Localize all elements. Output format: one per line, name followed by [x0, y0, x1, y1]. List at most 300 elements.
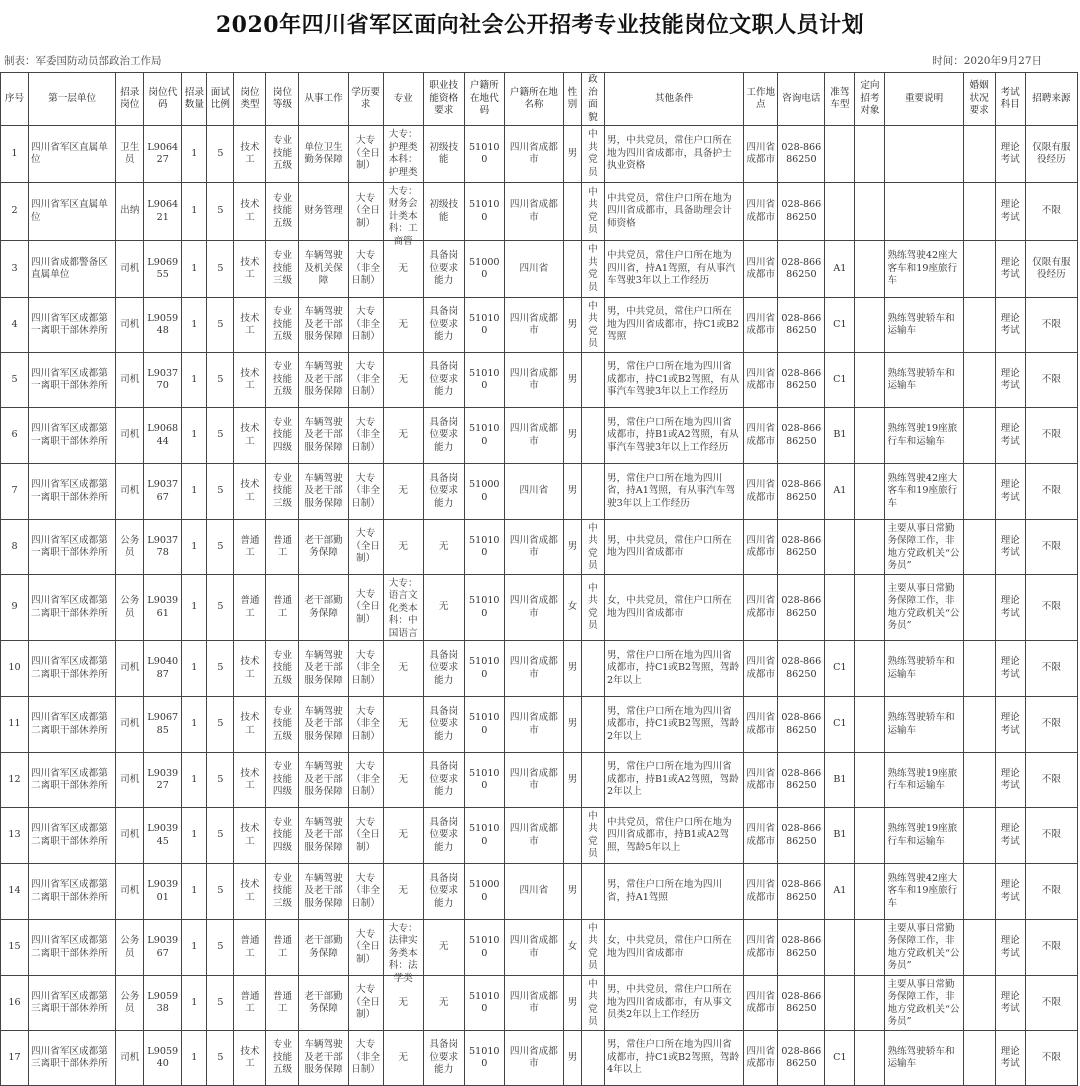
cell-position-code: [144, 976, 182, 1031]
cell-phone: [778, 183, 825, 241]
license-type-text: B1: [833, 829, 847, 841]
cell-hukou-code: [464, 920, 504, 976]
cell-duty: [299, 183, 348, 241]
table-row: [1, 241, 1078, 298]
cell-work-location: [744, 298, 778, 353]
education-text: 大专（全日制）: [351, 135, 380, 172]
phone-text: 028-86686250: [781, 534, 822, 558]
political-status-text: 中共党员: [588, 300, 598, 349]
cell-quota: [182, 575, 207, 641]
skill-requirement-text: 具备岗位要求能力: [429, 816, 459, 853]
cell-hukou-code: [464, 183, 504, 241]
cell-major: [383, 126, 423, 183]
recruit-source-text: 不限: [1041, 885, 1061, 897]
cell-quota: [182, 864, 207, 920]
education-text: 大专（非全日制）: [351, 649, 380, 686]
cell-duty: [299, 641, 348, 697]
cell-phone: [778, 298, 825, 353]
position-text: 司机: [120, 718, 140, 730]
cell-quota: [182, 520, 207, 575]
cell-hukou-code: [464, 808, 504, 864]
hukou-code-text: 510000: [469, 879, 500, 903]
quota-text: 1: [191, 205, 198, 217]
hukou-name-text: 四川省成都市: [509, 141, 558, 165]
cell-political-status: [581, 575, 604, 641]
cell-work-location: [744, 353, 778, 408]
cell-license-type: [825, 864, 855, 920]
work-location-text: 四川省成都市: [746, 823, 776, 847]
cell-political-status: [581, 298, 604, 353]
cell-interview-ratio: [207, 298, 234, 353]
cell-gender: [563, 575, 581, 641]
quota-text: 1: [191, 941, 198, 953]
cell-position-type: [234, 920, 266, 976]
recruit-source-text: 不限: [1041, 996, 1061, 1008]
skill-requirement-text: 具备岗位要求能力: [429, 761, 459, 798]
cell-other-conditions: [604, 641, 743, 697]
cell-position-type: [234, 641, 266, 697]
cell-interview-ratio: [207, 241, 234, 298]
cell-quota: [182, 241, 207, 298]
position-type-text: 技术工: [240, 479, 260, 503]
cell-hukou-name: [504, 753, 563, 808]
header-unit: 第一层单位: [29, 73, 116, 126]
duty-text: 老干部勤务保障: [304, 990, 343, 1014]
phone-text: 028-86686250: [781, 256, 822, 280]
other-conditions-text: 女，中共党员，常住户口所在地为四川省成都市: [606, 935, 732, 959]
cell-gender: [563, 641, 581, 697]
index-text: 17: [8, 1051, 21, 1063]
position-level-text: 专业技能五级: [272, 1039, 293, 1076]
position-level-text: 专业技能五级: [272, 135, 293, 172]
cell-position-type: [234, 464, 266, 520]
cell-hukou-code: [464, 575, 504, 641]
cell-position-code: [144, 808, 182, 864]
cell-unit: [29, 808, 116, 864]
cell-recruit-source: [1025, 753, 1077, 808]
hukou-name-text: 四川省成都市: [509, 595, 558, 619]
cell-major: [383, 298, 423, 353]
cell-education: [348, 520, 383, 575]
position-type-text: 普通工: [240, 595, 260, 619]
work-location-text: 四川省成都市: [746, 479, 776, 503]
cell-position-type: [234, 183, 266, 241]
important-notes-text: 熟练驾驶轿车和运输车: [887, 1045, 955, 1069]
hukou-code-text: 510100: [469, 199, 500, 223]
important-notes-text: 熟练驾驶42座大客车和19座旅行车: [887, 872, 958, 909]
cell-hukou-name: [504, 126, 563, 183]
cell-duty: [299, 575, 348, 641]
other-conditions-text: 男，中共党员，常住户口所在地为四川省成都市，持C1或B2驾照: [606, 306, 740, 343]
cell-phone: [778, 464, 825, 520]
cell-other-conditions: [604, 353, 743, 408]
hukou-name-text: 四川省成都市: [509, 367, 558, 391]
position-level-text: 专业技能四级: [272, 761, 293, 798]
other-conditions-text: 男，中共党员，常住户口所在地为四川省成都市: [606, 534, 732, 558]
cell-targeted-group: [855, 697, 885, 753]
phone-text: 028-86686250: [781, 879, 822, 903]
cell-duty: [299, 976, 348, 1031]
cell-position-level: [266, 641, 299, 697]
major-text: 大专：护理类本科：护理类: [388, 129, 418, 178]
quota-text: 1: [191, 662, 198, 674]
skill-requirement-text: 具备岗位要求能力: [429, 250, 459, 287]
cell-hukou-name: [504, 575, 563, 641]
position-text: 卫生员: [120, 141, 140, 165]
cell-gender: [563, 920, 581, 976]
gender-text: 男: [567, 885, 578, 897]
major-text: 大专：财务会计类本科：工商管: [388, 185, 418, 247]
important-notes-text: 熟练驾驶42座大客车和19座旅行车: [887, 472, 958, 509]
hukou-name-text: 四川省成都市: [509, 935, 558, 959]
position-type-text: 技术工: [240, 367, 260, 391]
work-location-text: 四川省成都市: [746, 656, 776, 680]
cell-position-level: [266, 808, 299, 864]
header-quota: 招录数量: [182, 73, 207, 126]
cell-phone: [778, 575, 825, 641]
cell-index: [1, 241, 29, 298]
cell-recruit-source: [1025, 641, 1077, 697]
cell-license-type: [825, 808, 855, 864]
table-header-row: [1, 73, 1078, 126]
interview-ratio-text: 5: [217, 829, 224, 841]
cell-education: [348, 408, 383, 464]
exam-subject-text: 理论考试: [1000, 879, 1020, 903]
cell-index: [1, 408, 29, 464]
major-text: 无: [398, 662, 408, 674]
cell-quota: [182, 920, 207, 976]
cell-unit: [29, 408, 116, 464]
major-text: 无: [398, 318, 408, 330]
cell-phone: [778, 697, 825, 753]
skill-requirement-text: 无: [438, 941, 449, 953]
cell-major: [383, 464, 423, 520]
hukou-code-text: 510100: [469, 712, 500, 736]
cell-position: [116, 408, 144, 464]
cell-exam-subject: [995, 641, 1025, 697]
hukou-name-text: 四川省成都市: [509, 656, 558, 680]
position-level-text: 专业技能四级: [272, 816, 293, 853]
education-text: 大专（全日制）: [351, 588, 380, 625]
gender-text: 男: [567, 996, 578, 1008]
cell-work-location: [744, 126, 778, 183]
position-level-text: 普通工: [272, 935, 293, 959]
position-type-text: 技术工: [240, 199, 260, 223]
hukou-code-text: 510100: [469, 312, 500, 336]
cell-recruit-source: [1025, 464, 1077, 520]
cell-hukou-code: [464, 641, 504, 697]
cell-license-type: [825, 241, 855, 298]
cell-unit: [29, 353, 116, 408]
important-notes-text: 主要从事日常勤务保障工作，非地方党政机关“公务员”: [887, 522, 960, 571]
interview-ratio-text: 5: [217, 373, 224, 385]
other-conditions-text: 男，常住户口所在地为四川省，持A1驾照: [606, 879, 723, 903]
duty-text: 车辆驾驶及老干部服务保障: [304, 872, 343, 909]
cell-hukou-name: [504, 641, 563, 697]
cell-index: [1, 353, 29, 408]
cell-exam-subject: [995, 920, 1025, 976]
interview-ratio-text: 5: [217, 540, 224, 552]
position-level-text: 专业技能五级: [272, 361, 293, 398]
phone-text: 028-86686250: [781, 423, 822, 447]
cell-phone: [778, 976, 825, 1031]
cell-exam-subject: [995, 520, 1025, 575]
work-location-text: 四川省成都市: [746, 935, 776, 959]
header-other-conditions: 其他条件: [604, 73, 743, 126]
unit-text: 四川省军区成都第一离职干部休养所: [31, 534, 108, 558]
cell-skill-requirement: [423, 575, 464, 641]
index-text: 11: [8, 718, 21, 730]
duty-text: 车辆驾驶及机关保障: [304, 250, 343, 287]
education-text: 大专（全日制）: [351, 928, 380, 965]
quota-text: 1: [191, 485, 198, 497]
position-code-text: L903927: [147, 767, 179, 791]
cell-gender: [563, 808, 581, 864]
cell-recruit-source: [1025, 408, 1077, 464]
other-conditions-text: 男，常住户口所在地为四川省成都市，持C1或B2驾照，有从事汽车驾驶3年以上工作经历: [606, 361, 740, 398]
cell-hukou-code: [464, 408, 504, 464]
cell-skill-requirement: [423, 864, 464, 920]
cell-targeted-group: [855, 1031, 885, 1086]
table-maker: 制表：军委国防动员部政治工作局: [4, 55, 162, 67]
unit-text: 四川省军区成都第一离职干部休养所: [31, 367, 108, 391]
cell-position-type: [234, 575, 266, 641]
other-conditions-text: 男，常住户口所在地为四川省成都市，持C1或B2驾照，驾龄4年以上: [606, 1039, 740, 1076]
cell-major: [383, 864, 423, 920]
position-code-text: L905940: [147, 1045, 179, 1069]
cell-position-type: [234, 697, 266, 753]
cell-position-type: [234, 1031, 266, 1086]
cell-exam-subject: [995, 408, 1025, 464]
cell-position-level: [266, 464, 299, 520]
position-type-text: 普通工: [240, 935, 260, 959]
phone-text: 028-86686250: [781, 1045, 822, 1069]
cell-quota: [182, 753, 207, 808]
phone-text: 028-86686250: [781, 312, 822, 336]
cell-political-status: [581, 464, 604, 520]
cell-marital-status: [963, 520, 995, 575]
cell-targeted-group: [855, 241, 885, 298]
cell-work-location: [744, 183, 778, 241]
cell-hukou-code: [464, 976, 504, 1031]
exam-subject-text: 理论考试: [1000, 479, 1020, 503]
cell-gender: [563, 241, 581, 298]
cell-position-level: [266, 920, 299, 976]
interview-ratio-text: 5: [217, 205, 224, 217]
quota-text: 1: [191, 996, 198, 1008]
unit-text: 四川省军区成都第二离职干部休养所: [31, 879, 108, 903]
cell-marital-status: [963, 920, 995, 976]
hukou-name-text: 四川省成都市: [509, 199, 558, 223]
cell-phone: [778, 864, 825, 920]
recruit-source-text: 不限: [1041, 373, 1061, 385]
cell-exam-subject: [995, 575, 1025, 641]
cell-quota: [182, 298, 207, 353]
cell-position-code: [144, 641, 182, 697]
table-row: [1, 353, 1078, 408]
duty-text: 车辆驾驶及老干部服务保障: [304, 761, 343, 798]
hukou-name-text: 四川省成都市: [509, 712, 558, 736]
work-location-text: 四川省成都市: [746, 879, 776, 903]
other-conditions-text: 男，中共党员，常住户口所在地为四川省成都市，具备护士执业资格: [606, 135, 732, 172]
interview-ratio-text: 5: [217, 262, 224, 274]
table-row: [1, 464, 1078, 520]
recruit-source-text: 不限: [1041, 773, 1061, 785]
cell-important-notes: [885, 808, 963, 864]
cell-index: [1, 575, 29, 641]
duty-text: 车辆驾驶及老干部服务保障: [304, 472, 343, 509]
political-status-text: 中共党员: [588, 244, 598, 293]
cell-interview-ratio: [207, 753, 234, 808]
cell-gender: [563, 697, 581, 753]
position-level-text: 专业技能三级: [272, 472, 293, 509]
position-code-text: L903961: [147, 595, 179, 619]
unit-text: 四川省军区成都第二离职干部休养所: [31, 823, 108, 847]
cell-targeted-group: [855, 753, 885, 808]
cell-duty: [299, 1031, 348, 1086]
cell-position-level: [266, 353, 299, 408]
political-status-text: 中共党员: [588, 978, 598, 1027]
major-text: 无: [398, 485, 408, 497]
header-position-level: 岗位等级: [266, 73, 299, 126]
work-location-text: 四川省成都市: [746, 367, 776, 391]
cell-education: [348, 126, 383, 183]
cell-duty: [299, 753, 348, 808]
cell-important-notes: [885, 520, 963, 575]
cell-position-code: [144, 753, 182, 808]
hukou-code-text: 510000: [469, 479, 500, 503]
cell-education: [348, 183, 383, 241]
cell-interview-ratio: [207, 575, 234, 641]
phone-text: 028-86686250: [781, 595, 822, 619]
cell-work-location: [744, 976, 778, 1031]
cell-quota: [182, 126, 207, 183]
cell-position-level: [266, 183, 299, 241]
cell-phone: [778, 408, 825, 464]
cell-position-level: [266, 298, 299, 353]
cell-position-code: [144, 353, 182, 408]
cell-education: [348, 920, 383, 976]
skill-requirement-text: 初级技能: [429, 199, 459, 223]
cell-license-type: [825, 408, 855, 464]
index-text: 2: [11, 205, 18, 217]
position-code-text: L906421: [147, 199, 179, 223]
education-text: 大专（非全日制）: [351, 416, 380, 453]
recruit-source-text: 不限: [1041, 662, 1061, 674]
cell-recruit-source: [1025, 1031, 1077, 1086]
table-row: [1, 920, 1078, 976]
cell-interview-ratio: [207, 520, 234, 575]
cell-interview-ratio: [207, 976, 234, 1031]
cell-marital-status: [963, 241, 995, 298]
cell-marital-status: [963, 298, 995, 353]
skill-requirement-text: 具备岗位要求能力: [429, 1039, 459, 1076]
skill-requirement-text: 无: [438, 601, 449, 613]
cell-marital-status: [963, 575, 995, 641]
cell-exam-subject: [995, 753, 1025, 808]
cell-duty: [299, 808, 348, 864]
cell-political-status: [581, 808, 604, 864]
hukou-name-text: 四川省成都市: [509, 534, 558, 558]
duty-text: 车辆驾驶及老干部服务保障: [304, 306, 343, 343]
major-text: 大专：语言文化类本科：中国语言: [388, 577, 418, 639]
cell-position-level: [266, 126, 299, 183]
cell-hukou-code: [464, 864, 504, 920]
header-position: 招录岗位: [116, 73, 144, 126]
cell-important-notes: [885, 183, 963, 241]
interview-ratio-text: 5: [217, 941, 224, 953]
work-location-text: 四川省成都市: [746, 595, 776, 619]
position-type-text: 技术工: [240, 256, 260, 280]
license-type-text: C1: [833, 373, 847, 385]
cell-unit: [29, 697, 116, 753]
cell-position-code: [144, 183, 182, 241]
cell-position: [116, 976, 144, 1031]
cell-recruit-source: [1025, 976, 1077, 1031]
table-row: [1, 808, 1078, 864]
political-status-text: 中共党员: [588, 522, 598, 571]
cell-exam-subject: [995, 808, 1025, 864]
exam-subject-text: 理论考试: [1000, 1045, 1020, 1069]
header-political-status: 政治面貌: [581, 73, 604, 126]
position-code-text: L905948: [147, 312, 179, 336]
position-type-text: 技术工: [240, 141, 260, 165]
interview-ratio-text: 5: [217, 429, 224, 441]
cell-important-notes: [885, 753, 963, 808]
header-interview-ratio: 面试比例: [207, 73, 234, 126]
cell-index: [1, 464, 29, 520]
cell-hukou-name: [504, 353, 563, 408]
duty-text: 车辆驾驶及老干部服务保障: [304, 816, 343, 853]
exam-subject-text: 理论考试: [1000, 367, 1020, 391]
unit-text: 四川省成都警备区直属单位: [31, 256, 108, 280]
exam-subject-text: 理论考试: [1000, 712, 1020, 736]
index-text: 15: [8, 941, 21, 953]
cell-unit: [29, 641, 116, 697]
cell-position: [116, 920, 144, 976]
cell-other-conditions: [604, 920, 743, 976]
position-code-text: L906844: [147, 423, 179, 447]
table-row: [1, 976, 1078, 1031]
interview-ratio-text: 5: [217, 318, 224, 330]
skill-requirement-text: 无: [438, 540, 449, 552]
cell-education: [348, 353, 383, 408]
cell-skill-requirement: [423, 641, 464, 697]
cell-hukou-code: [464, 753, 504, 808]
cell-hukou-code: [464, 298, 504, 353]
phone-text: 028-86686250: [781, 990, 822, 1014]
cell-other-conditions: [604, 298, 743, 353]
interview-ratio-text: 5: [217, 147, 224, 159]
cell-unit: [29, 920, 116, 976]
header-exam-subject: 考试科目: [995, 73, 1025, 126]
index-text: 5: [11, 373, 18, 385]
table-row: [1, 697, 1078, 753]
license-type-text: C1: [833, 1051, 847, 1063]
license-type-text: C1: [833, 662, 847, 674]
cell-position-level: [266, 976, 299, 1031]
cell-position: [116, 241, 144, 298]
cell-hukou-code: [464, 126, 504, 183]
work-location-text: 四川省成都市: [746, 256, 776, 280]
license-type-text: B1: [833, 773, 847, 785]
phone-text: 028-86686250: [781, 479, 822, 503]
gender-text: 男: [567, 373, 578, 385]
work-location-text: 四川省成都市: [746, 534, 776, 558]
cell-education: [348, 575, 383, 641]
cell-marital-status: [963, 1031, 995, 1086]
header-education: 学历要求: [348, 73, 383, 126]
